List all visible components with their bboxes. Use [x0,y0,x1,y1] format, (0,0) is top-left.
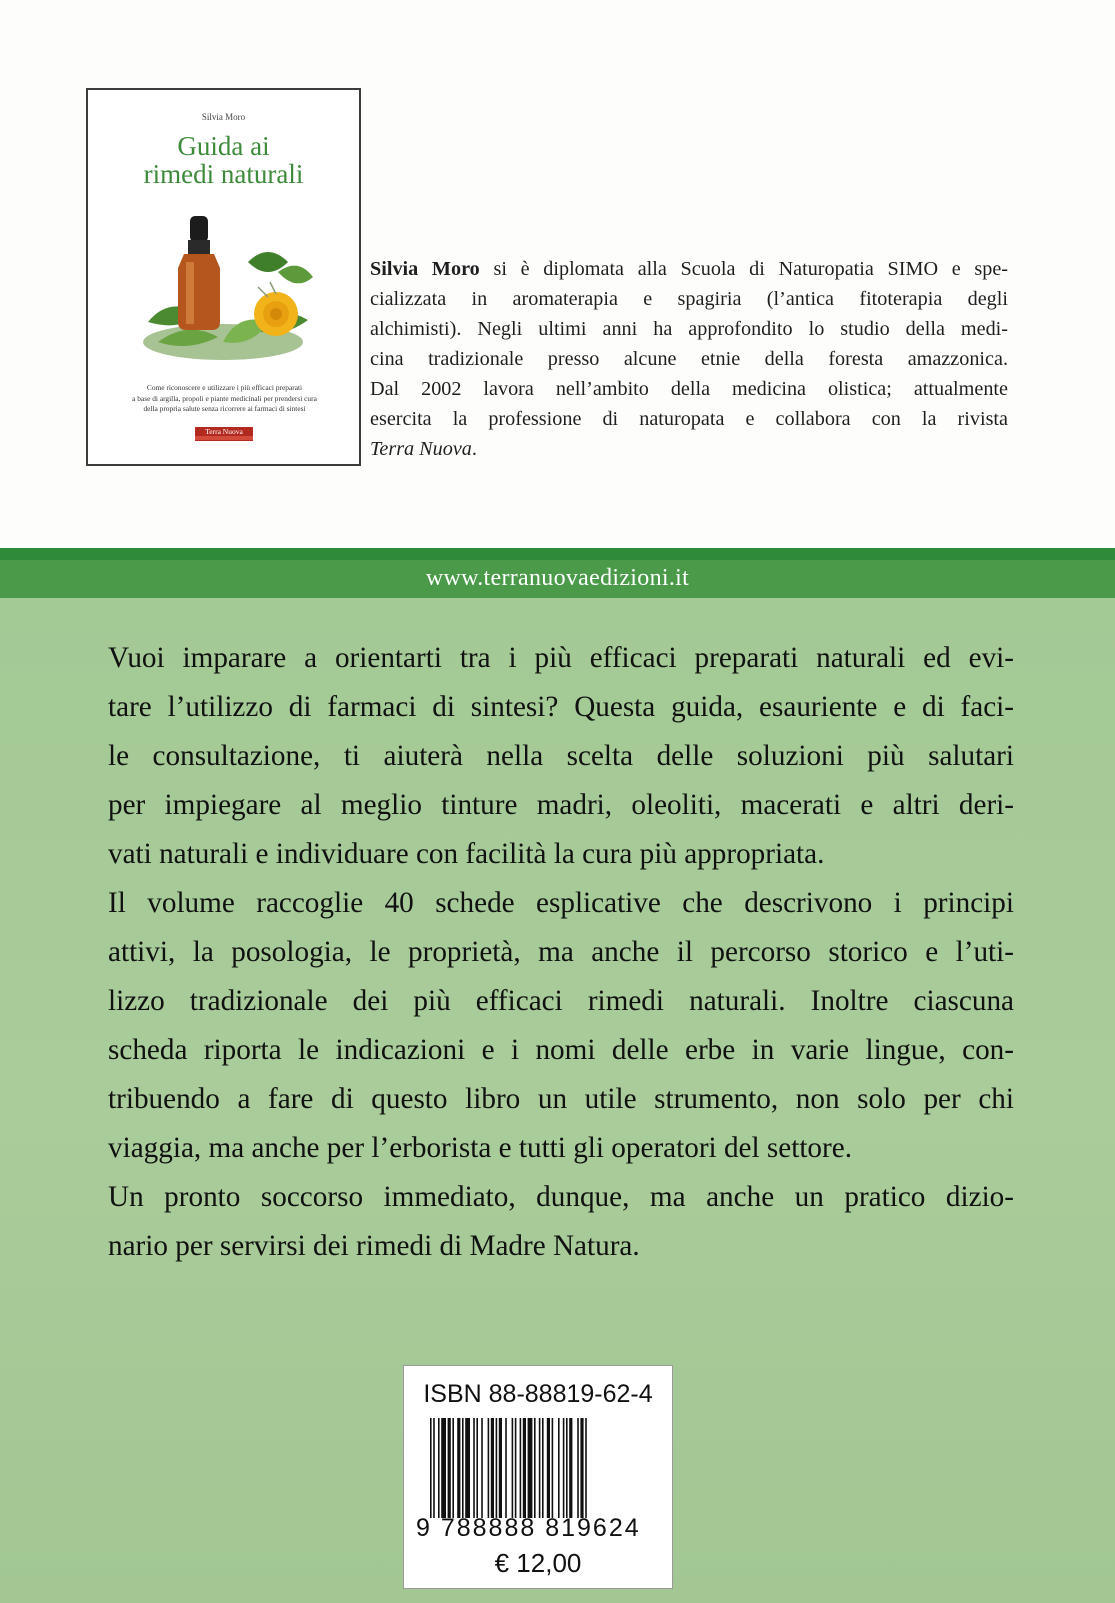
herbal-bottle-illustration [128,202,323,372]
barcode-bar [457,1418,460,1518]
cover-title-line1: Guida ai [177,131,270,161]
band-divider [0,548,1115,560]
barcode-bar [505,1418,507,1518]
barcode-bar [520,1418,522,1518]
barcode-bar [585,1418,587,1518]
bio-text-1: si è diplomata alla Scuola di Naturopatia SIMO e spe- [479,258,1008,280]
barcode-bar [577,1418,579,1518]
magazine-name: Terra Nuova [370,438,472,460]
barcode-bar [476,1418,478,1518]
ean-digits: 9 788888 819624 [416,1514,641,1542]
barcode-bar [552,1418,554,1518]
author-name: Silvia Moro [370,258,480,280]
description-line: Il volume raccoglie 40 schede esplicative che descrivono i principi [108,887,1014,919]
publisher-logo-text: Terra Nuova [205,427,243,436]
barcode-bar [433,1418,435,1518]
barcode-bar [488,1418,490,1518]
barcode-bar [481,1418,483,1518]
barcode-bar [528,1418,533,1518]
barcode-bar [523,1418,526,1518]
barcode-bar [558,1418,560,1518]
publisher-logo-strip [195,436,253,440]
cover-title-line2: rimedi naturali [143,159,304,189]
barcode-bar [441,1418,446,1518]
cover-blurb-line2: a base di argilla, propoli e piante medicinali per prendersi cura [132,393,317,403]
cover-author: Silvia Moro [201,112,246,122]
barcode-box [403,1365,673,1589]
author-bio [370,254,1008,464]
barcode-bar [465,1418,470,1518]
isbn-label: ISBN 88-88819-62-4 [423,1380,653,1408]
description-line: lizzo tradizionale dei più efficaci rimedi naturali. Inoltre ciascuna [108,985,1014,1017]
description-line: tare l’utilizzo di farmaci di sintesi? Questa guida, esauriente e di faci- [108,691,1014,723]
description-line: le consultazione, ti aiuterà nella scelta delle soluzioni più salutari [108,740,1014,772]
description-line: Un pronto soccorso immediato, dunque, ma anche un pratico dizio- [108,1181,1014,1213]
barcode-bar [499,1418,502,1518]
bio-line-6: esercita la professione di naturopata e collabora con la rivista [370,408,1008,430]
bio-line-4: cina tradizionale presso alcune etnie della foresta amazzonica. [370,348,1008,370]
barcode-bar [452,1418,454,1518]
barcode-bar [563,1418,565,1518]
cover-title [88,132,359,188]
description-line: tribuendo a fare di questo libro un utile strumento, non solo per chi [108,1083,1014,1115]
website-band [0,560,1115,598]
description-line: nario per servirsi dei rimedi di Madre Natura. [108,1230,640,1262]
cover-blurb-line3: della propria salute senza ricorrere ai farmaci di sintesi [143,404,306,413]
book-cover-thumbnail [86,88,361,466]
barcode-bar [515,1418,517,1518]
book-description [108,634,1014,1271]
cover-blurb [98,383,351,415]
description-line: per impiegare al meglio tinture madri, oleoliti, macerati e altri deri- [108,789,1014,821]
website-url[interactable]: www.terranuovaedizioni.it [425,565,690,591]
barcode-bar [566,1418,568,1518]
barcode-bar [539,1418,541,1518]
barcode-bar [496,1418,498,1518]
barcode-bar [542,1418,544,1518]
description-line: vati naturali e individuare con facilità la cura più appropriata. [108,838,825,870]
bio-line-5: Dal 2002 lavora nell’ambito della medicina olistica; attualmente [370,378,1008,400]
publisher-logo [195,427,253,441]
description-line: viaggia, ma anche per l’erborista e tutti gli operatori del settore. [108,1132,852,1164]
barcode-bar [473,1418,475,1518]
barcode-bar [534,1418,536,1518]
bio-line-1 [370,254,1008,284]
description-line: scheda riporta le indicazioni e i nomi delle erbe in varie lingue, con- [108,1034,1014,1066]
description-line: attivi, la posologia, le proprietà, ma anche il percorso storico e l’uti- [108,936,1014,968]
barcode-bar [448,1418,451,1518]
barcode-bar [580,1418,583,1518]
barcode-bar [491,1418,494,1518]
barcode-bar [569,1418,572,1518]
bio-line-3: alchimisti). Negli ultimi anni ha approfondito lo studio della medi- [370,318,1008,340]
bio-line-7 [370,434,1008,464]
cover-blurb-line1: Come riconoscere e utilizzare i più efficaci preparati [146,383,303,392]
barcode-bar [462,1418,464,1518]
barcode-bar [547,1418,550,1518]
bio-end: . [471,438,477,460]
barcode-bar [430,1418,432,1518]
bio-line-2: cializzata in aromaterapia e spagiria (l’antica fitoterapia degli [370,288,1008,310]
price-label: € 12,00 [494,1548,582,1578]
description-line: Vuoi imparare a orientarti tra i più efficaci preparati naturali ed evi- [108,642,1014,674]
barcode-bar [438,1418,440,1518]
barcode-icon [428,1418,668,1518]
barcode-bar [512,1418,514,1518]
